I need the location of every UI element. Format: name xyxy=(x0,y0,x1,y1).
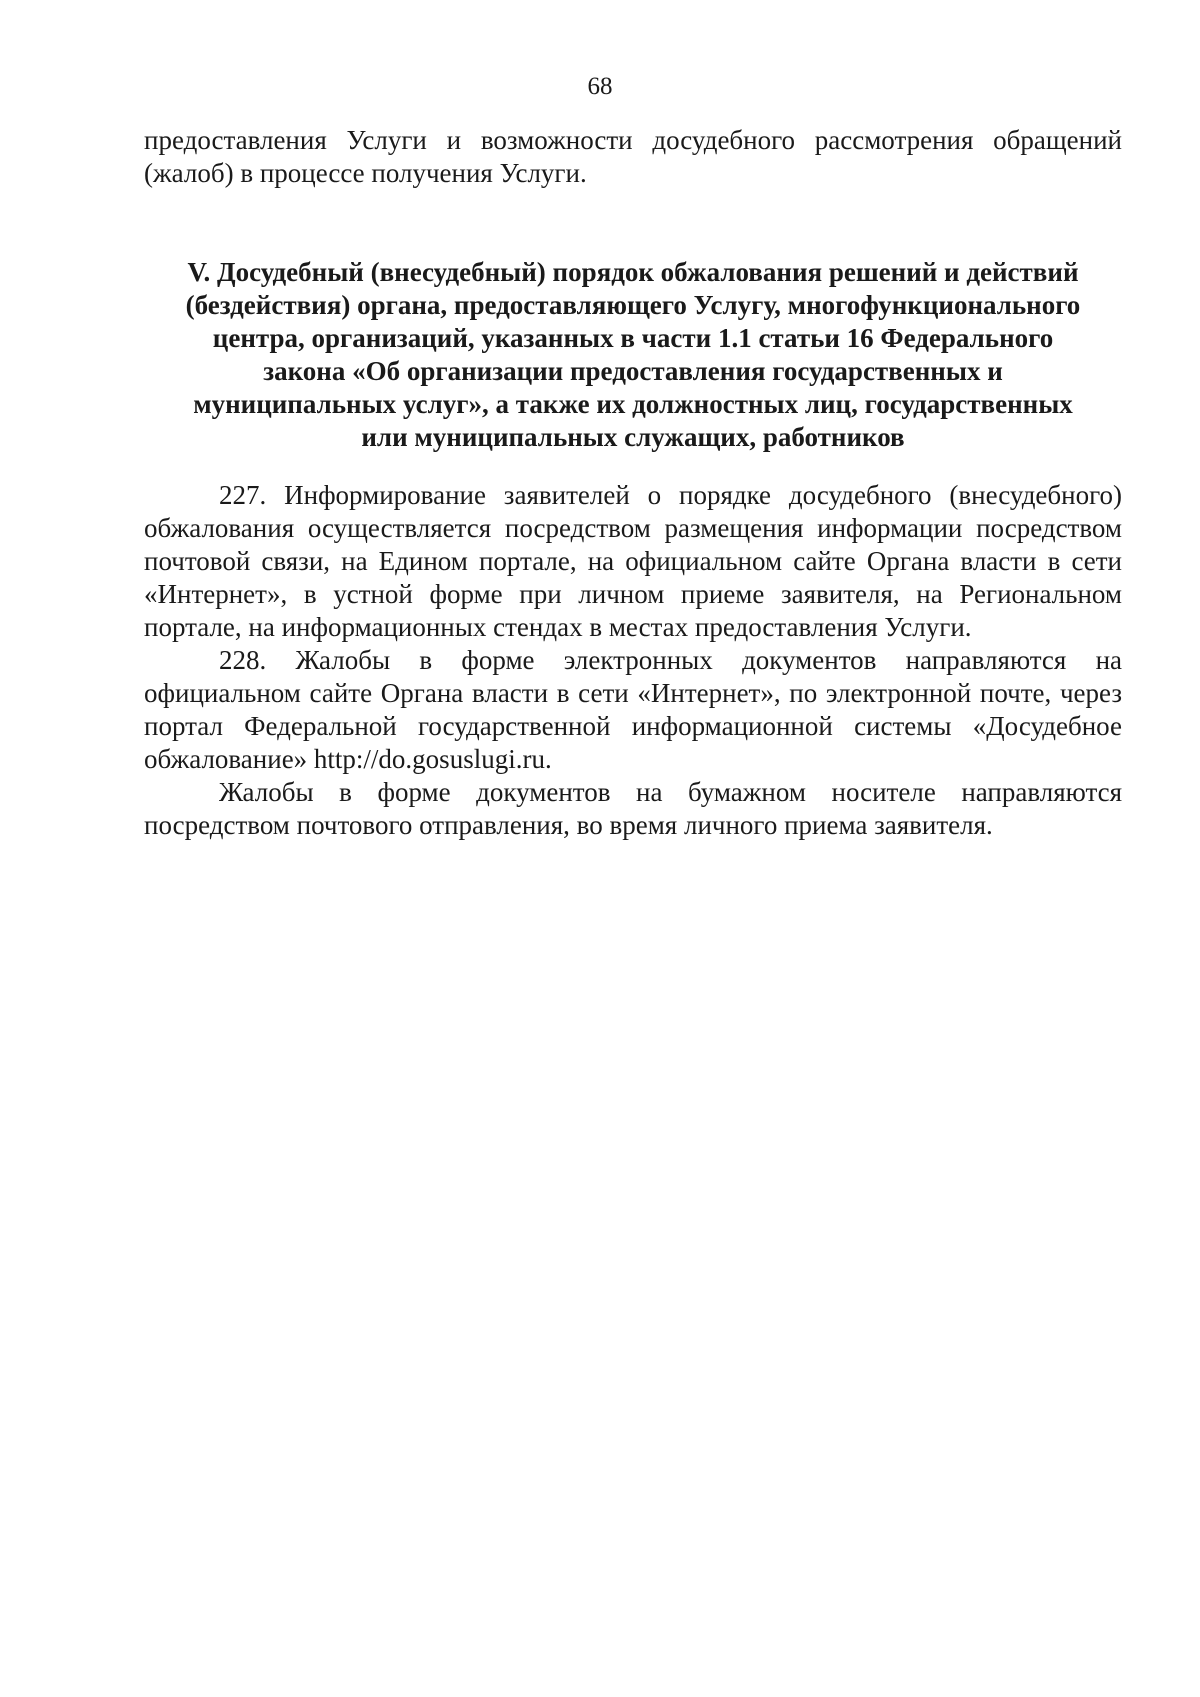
heading-line: центра, организаций, указанных в части 1.1 статьи 16 Федерального xyxy=(212,323,1054,353)
paragraph-228: 228. Жалобы в форме электронных документов направляются на официальном сайте Органа власти в сети «Интернет», по электронной почте, через портал Федеральной государственной информационной системы «Досудебное обжалование» http://do.gosuslugi.ru. xyxy=(144,645,1122,774)
heading-line: закона «Об организации предоставления государственных и xyxy=(263,356,1003,386)
heading-line: муниципальных услуг», а также их должностных лиц, государственных xyxy=(193,389,1073,419)
heading-line: (бездействия) органа, предоставляющего Услугу, многофункционального xyxy=(185,290,1081,320)
section-heading xyxy=(144,256,1122,454)
document-body xyxy=(144,124,1122,842)
intro-paragraph: предоставления Услуги и возможности досудебного рассмотрения обращений (жалоб) в процессе получения Услуги. xyxy=(144,125,1122,188)
section-gap xyxy=(144,454,1122,479)
page-number: 68 xyxy=(587,73,613,100)
heading-line: V. Досудебный (внесудебный) порядок обжалования решений и действий xyxy=(187,257,1079,287)
paragraph-227: 227. Информирование заявителей о порядке досудебного (внесудебного) обжалования осуществляется посредством размещения информации посредством почтовой связи, на Едином портале, на официальном сайте Органа власти в сети «Интернет», в устной форме при личном приеме заявителя, на Региональном портале, на информационных стендах в местах предоставления Услуги. xyxy=(144,480,1122,642)
paragraph-paper-complaints: Жалобы в форме документов на бумажном носителе направляются посредством почтового отправления, во время личного приема заявителя. xyxy=(144,777,1122,840)
heading-line: или муниципальных служащих, работников xyxy=(361,422,905,452)
